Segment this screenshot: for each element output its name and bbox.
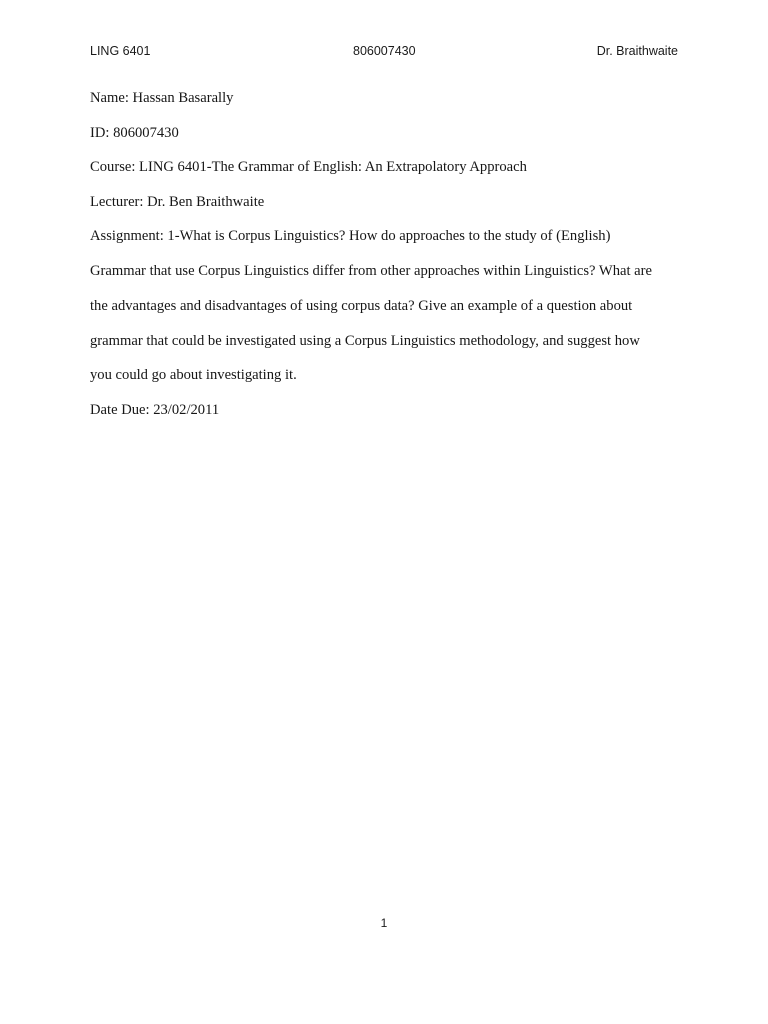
lecturer-line: Lecturer: Dr. Ben Braithwaite (90, 194, 265, 210)
date-due-line: Date Due: 23/02/2011 (90, 402, 220, 418)
header-course-code: LING 6401 (90, 44, 151, 58)
assignment-line-1: Assignment: 1-What is Corpus Linguistics? How do approaches to the study of (English) (90, 228, 611, 244)
page-number: 1 (380, 916, 388, 930)
assignment-line-5: you could go about investigating it. (90, 367, 297, 383)
assignment-line-4: grammar that could be investigated using a Corpus Linguistics methodology, and suggest how (90, 333, 640, 349)
assignment-line-3: the advantages and disadvantages of using corpus data? Give an example of a question about (90, 298, 633, 314)
header-student-id: 806007430 (353, 44, 416, 58)
assignment-line-2: Grammar that use Corpus Linguistics differ from other approaches within Linguistics? What are (90, 263, 652, 279)
header-lecturer: Dr. Braithwaite (596, 44, 678, 58)
page-header (90, 44, 678, 62)
name-line: Name: Hassan Basarally (90, 90, 234, 106)
id-line: ID: 806007430 (90, 125, 179, 141)
course-line: Course: LING 6401-The Grammar of English: An Extrapolatory Approach (90, 159, 527, 175)
